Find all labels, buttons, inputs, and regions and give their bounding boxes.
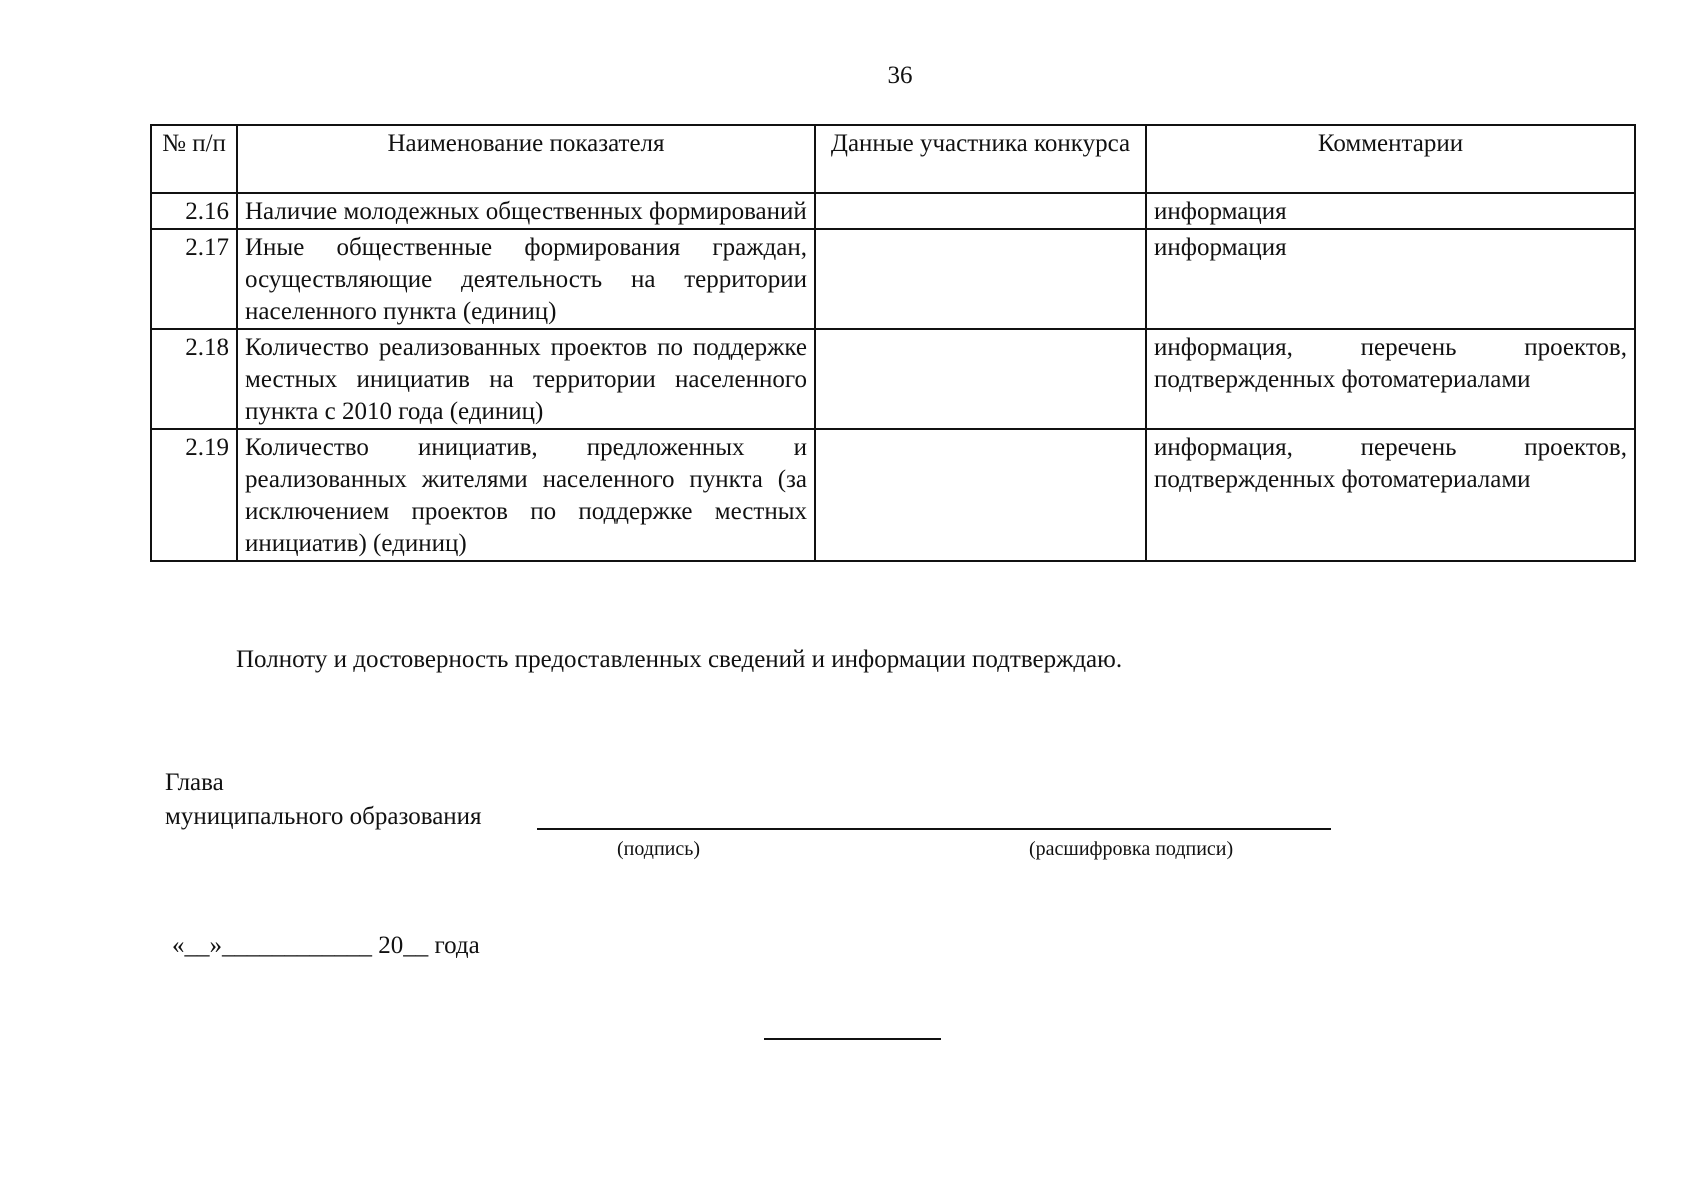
table-row xyxy=(151,193,1635,229)
table-header-row xyxy=(151,125,1635,193)
header-indicator-name: Наименование показателя xyxy=(237,125,815,193)
indicators-table xyxy=(150,124,1636,562)
row-number: 2.16 xyxy=(151,193,237,229)
signer-title-line2: муниципального образования xyxy=(165,803,482,830)
row-indicator-name: Количество инициатив, предложенных и реализованных жителями населенного пункта (за исключением проектов по поддержке местных инициатив) (единиц) xyxy=(237,429,815,561)
row-comment: информация, перечень проектов, подтвержденных фотоматериалами xyxy=(1146,429,1635,561)
row-indicator-name: Наличие молодежных общественных формирований xyxy=(237,193,815,229)
table-row xyxy=(151,229,1635,329)
signature-line xyxy=(537,828,1331,830)
confirmation-statement: Полноту и достоверность предоставленных сведений и информации подтверждаю. xyxy=(236,646,1123,673)
page-number: 36 xyxy=(887,62,913,89)
signature-hint: (подпись) xyxy=(617,838,701,860)
row-comment: информация xyxy=(1146,193,1635,229)
row-indicator-name: Количество реализованных проектов по поддержке местных инициатив на территории населенного пункта с 2010 года (единиц) xyxy=(237,329,815,429)
signature-decode-hint: (расшифровка подписи) xyxy=(1029,838,1234,860)
table-row xyxy=(151,329,1635,429)
row-comment: информация, перечень проектов, подтвержденных фотоматериалами xyxy=(1146,329,1635,429)
row-participant-data xyxy=(815,429,1146,561)
header-participant-data: Данные участника конкурса xyxy=(815,125,1146,193)
end-divider xyxy=(764,1038,941,1040)
row-number: 2.17 xyxy=(151,229,237,329)
signature-block xyxy=(165,766,482,834)
row-number: 2.18 xyxy=(151,329,237,429)
table-row xyxy=(151,429,1635,561)
row-participant-data xyxy=(815,229,1146,329)
header-comments: Комментарии xyxy=(1146,125,1635,193)
header-number: № п/п xyxy=(151,125,237,193)
row-participant-data xyxy=(815,193,1146,229)
row-number: 2.19 xyxy=(151,429,237,561)
row-participant-data xyxy=(815,329,1146,429)
date-line: «__»____________ 20__ года xyxy=(172,932,480,959)
signer-title-line1: Глава xyxy=(165,769,224,796)
row-indicator-name: Иные общественные формирования граждан, осуществляющие деятельность на территории населенного пункта (единиц) xyxy=(237,229,815,329)
row-comment: информация xyxy=(1146,229,1635,329)
